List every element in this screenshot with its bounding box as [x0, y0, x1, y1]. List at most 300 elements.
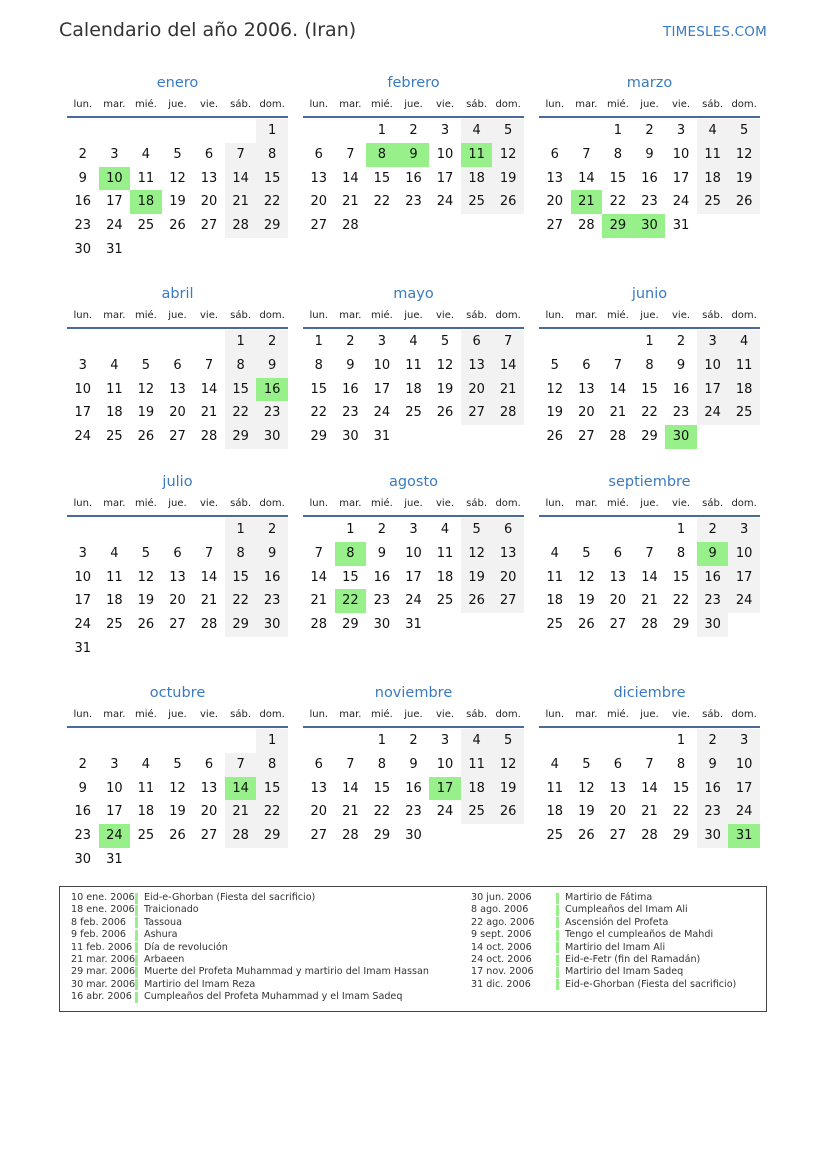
- day-cell[interactable]: 3: [728, 518, 760, 542]
- day-cell[interactable]: 5: [141, 357, 151, 373]
- day-cell[interactable]: 9: [346, 357, 355, 373]
- day-cell[interactable]: 3: [78, 357, 87, 373]
- day-cell[interactable]: 29: [225, 425, 257, 449]
- day-cell[interactable]: 30: [342, 429, 359, 445]
- day-cell[interactable]: 20: [492, 566, 524, 590]
- day-cell[interactable]: 21: [225, 800, 257, 824]
- day-cell[interactable]: 23: [672, 405, 690, 421]
- day-cell[interactable]: 11: [546, 780, 564, 796]
- day-cell[interactable]: 1: [645, 334, 654, 349]
- day-cell[interactable]: 18: [405, 381, 422, 397]
- day-cell[interactable]: 24: [728, 800, 760, 824]
- day-cell[interactable]: 20: [461, 378, 493, 402]
- day-cell[interactable]: 6: [204, 756, 214, 772]
- day-cell[interactable]: 20: [609, 804, 627, 820]
- day-cell[interactable]: 9: [645, 146, 654, 162]
- day-cell[interactable]: 14: [225, 167, 257, 191]
- day-cell[interactable]: 28: [342, 218, 359, 234]
- day-cell[interactable]: 7: [204, 357, 214, 373]
- day-cell[interactable]: 18: [728, 378, 760, 402]
- day-cell[interactable]: 4: [697, 119, 729, 143]
- day-cell[interactable]: 22: [641, 405, 658, 421]
- day-cell[interactable]: 2: [78, 756, 87, 772]
- day-cell[interactable]: 18: [436, 569, 454, 585]
- day-cell[interactable]: 20: [200, 194, 218, 210]
- day-cell[interactable]: 30: [697, 824, 729, 848]
- day-cell[interactable]: 21: [200, 405, 218, 421]
- day-cell[interactable]: 20: [310, 804, 328, 820]
- day-cell[interactable]: 29: [256, 214, 288, 238]
- day-cell[interactable]: 15: [256, 777, 288, 801]
- day-cell[interactable]: 19: [578, 593, 595, 609]
- day-cell[interactable]: 9: [697, 753, 729, 777]
- day-cell[interactable]: 8: [314, 357, 323, 373]
- day-cell[interactable]: 19: [137, 405, 155, 421]
- day-cell[interactable]: 24: [672, 194, 690, 210]
- day-cell[interactable]: 14: [641, 569, 658, 585]
- day-cell[interactable]: 14: [200, 381, 218, 397]
- day-cell[interactable]: 19: [546, 405, 564, 421]
- day-cell[interactable]: 14: [342, 780, 359, 796]
- day-cell[interactable]: 5: [550, 357, 559, 373]
- day-cell[interactable]: 2: [346, 334, 355, 349]
- day-cell[interactable]: 7: [204, 545, 214, 561]
- day-cell[interactable]: 27: [578, 429, 595, 445]
- day-cell[interactable]: 11: [461, 753, 493, 777]
- day-cell[interactable]: 6: [582, 357, 591, 373]
- day-cell[interactable]: 14: [225, 777, 257, 801]
- day-cell[interactable]: 4: [141, 146, 151, 162]
- day-cell[interactable]: 1: [377, 733, 387, 748]
- day-cell[interactable]: 27: [310, 828, 328, 844]
- day-cell[interactable]: 19: [436, 381, 454, 397]
- day-cell[interactable]: 10: [672, 146, 690, 162]
- day-cell[interactable]: 9: [697, 542, 729, 566]
- day-cell[interactable]: 30: [74, 241, 92, 257]
- day-cell[interactable]: 17: [106, 194, 123, 210]
- day-cell[interactable]: 13: [169, 381, 186, 397]
- day-cell[interactable]: 2: [645, 123, 654, 138]
- day-cell[interactable]: 28: [641, 828, 658, 844]
- day-cell[interactable]: 20: [310, 194, 328, 210]
- day-cell[interactable]: 15: [672, 780, 690, 796]
- day-cell[interactable]: 31: [373, 429, 391, 445]
- day-cell[interactable]: 28: [609, 429, 627, 445]
- day-cell[interactable]: 15: [672, 569, 690, 585]
- day-cell[interactable]: 14: [578, 170, 595, 186]
- day-cell[interactable]: 19: [137, 593, 155, 609]
- day-cell[interactable]: 11: [106, 569, 123, 585]
- day-cell[interactable]: 17: [429, 777, 461, 801]
- day-cell[interactable]: 22: [672, 804, 690, 820]
- day-cell[interactable]: 26: [728, 190, 760, 214]
- day-cell[interactable]: 25: [137, 218, 155, 234]
- day-cell[interactable]: 2: [697, 729, 729, 753]
- day-cell[interactable]: 4: [728, 330, 760, 354]
- day-cell[interactable]: 26: [578, 828, 595, 844]
- day-cell[interactable]: 14: [310, 569, 328, 585]
- day-cell[interactable]: 29: [225, 613, 257, 637]
- day-cell[interactable]: 24: [373, 405, 391, 421]
- day-cell[interactable]: 2: [676, 334, 686, 349]
- day-cell[interactable]: 12: [492, 753, 524, 777]
- day-cell[interactable]: 11: [436, 545, 454, 561]
- day-cell[interactable]: 27: [169, 429, 186, 445]
- day-cell[interactable]: 12: [137, 381, 155, 397]
- day-cell[interactable]: 17: [728, 566, 760, 590]
- day-cell[interactable]: 16: [74, 194, 92, 210]
- day-cell[interactable]: 8: [225, 542, 257, 566]
- day-cell[interactable]: 10: [74, 381, 92, 397]
- brand-link[interactable]: TIMESLES.COM: [663, 24, 767, 40]
- day-cell[interactable]: 25: [106, 617, 123, 633]
- day-cell[interactable]: 18: [546, 593, 564, 609]
- day-cell[interactable]: 3: [110, 146, 119, 162]
- day-cell[interactable]: 6: [173, 545, 182, 561]
- day-cell[interactable]: 21: [225, 190, 257, 214]
- day-cell[interactable]: 21: [310, 593, 328, 609]
- day-cell[interactable]: 4: [440, 522, 450, 537]
- day-cell[interactable]: 1: [256, 119, 288, 143]
- day-cell[interactable]: 28: [225, 214, 257, 238]
- day-cell[interactable]: 30: [373, 617, 391, 633]
- day-cell[interactable]: 13: [310, 780, 328, 796]
- day-cell[interactable]: 12: [169, 780, 186, 796]
- day-cell[interactable]: 3: [78, 545, 87, 561]
- day-cell[interactable]: 31: [74, 640, 92, 656]
- day-cell[interactable]: 27: [200, 218, 218, 234]
- day-cell[interactable]: 18: [106, 405, 123, 421]
- day-cell[interactable]: 5: [582, 545, 591, 561]
- day-cell[interactable]: 9: [398, 143, 430, 167]
- day-cell[interactable]: 1: [676, 733, 686, 748]
- day-cell[interactable]: 23: [74, 828, 92, 844]
- day-cell[interactable]: 25: [697, 190, 729, 214]
- day-cell[interactable]: 16: [672, 381, 690, 397]
- day-cell[interactable]: 14: [342, 170, 359, 186]
- day-cell[interactable]: 2: [409, 123, 418, 138]
- day-cell[interactable]: 12: [169, 170, 186, 186]
- day-cell[interactable]: 22: [672, 593, 690, 609]
- day-cell[interactable]: 13: [310, 170, 328, 186]
- day-cell[interactable]: 13: [492, 542, 524, 566]
- day-cell[interactable]: 1: [346, 522, 355, 537]
- day-cell[interactable]: 6: [613, 756, 623, 772]
- day-cell[interactable]: 8: [613, 146, 623, 162]
- day-cell[interactable]: 12: [578, 780, 595, 796]
- day-cell[interactable]: 20: [578, 405, 595, 421]
- day-cell[interactable]: 19: [728, 167, 760, 191]
- day-cell[interactable]: 3: [440, 733, 450, 748]
- day-cell[interactable]: 11: [728, 354, 760, 378]
- day-cell[interactable]: 20: [200, 804, 218, 820]
- day-cell[interactable]: 5: [173, 146, 182, 162]
- day-cell[interactable]: 15: [373, 170, 391, 186]
- day-cell[interactable]: 23: [342, 405, 359, 421]
- day-cell[interactable]: 29: [672, 828, 690, 844]
- day-cell[interactable]: 7: [645, 756, 654, 772]
- day-cell[interactable]: 29: [310, 429, 328, 445]
- day-cell[interactable]: 18: [137, 804, 155, 820]
- day-cell[interactable]: 18: [546, 804, 564, 820]
- day-cell[interactable]: 24: [436, 194, 454, 210]
- day-cell[interactable]: 15: [641, 381, 658, 397]
- day-cell[interactable]: 8: [225, 354, 257, 378]
- day-cell[interactable]: 10: [697, 354, 729, 378]
- day-cell[interactable]: 11: [461, 143, 493, 167]
- day-cell[interactable]: 18: [106, 593, 123, 609]
- day-cell[interactable]: 11: [546, 569, 564, 585]
- day-cell[interactable]: 13: [546, 170, 564, 186]
- day-cell[interactable]: 20: [169, 405, 186, 421]
- day-cell[interactable]: 7: [346, 146, 355, 162]
- day-cell[interactable]: 18: [461, 167, 493, 191]
- day-cell[interactable]: 1: [377, 123, 387, 138]
- day-cell[interactable]: 25: [546, 617, 564, 633]
- day-cell[interactable]: 19: [492, 167, 524, 191]
- day-cell[interactable]: 8: [676, 545, 686, 561]
- day-cell[interactable]: 18: [697, 167, 729, 191]
- day-cell[interactable]: 2: [377, 522, 387, 537]
- day-cell[interactable]: 30: [405, 828, 422, 844]
- day-cell[interactable]: 27: [169, 617, 186, 633]
- day-cell[interactable]: 16: [697, 566, 729, 590]
- day-cell[interactable]: 24: [74, 617, 92, 633]
- day-cell[interactable]: 3: [440, 123, 450, 138]
- day-cell[interactable]: 29: [641, 429, 658, 445]
- day-cell[interactable]: 3: [110, 756, 119, 772]
- day-cell[interactable]: 28: [492, 401, 524, 425]
- day-cell[interactable]: 31: [728, 824, 760, 848]
- day-cell[interactable]: 25: [106, 429, 123, 445]
- day-cell[interactable]: 11: [137, 780, 155, 796]
- day-cell[interactable]: 12: [436, 357, 454, 373]
- day-cell[interactable]: 27: [310, 218, 328, 234]
- day-cell[interactable]: 11: [405, 357, 422, 373]
- day-cell[interactable]: 27: [609, 828, 627, 844]
- day-cell[interactable]: 10: [99, 167, 131, 191]
- day-cell[interactable]: 7: [645, 545, 654, 561]
- day-cell[interactable]: 23: [697, 800, 729, 824]
- day-cell[interactable]: 4: [110, 357, 119, 373]
- day-cell[interactable]: 26: [169, 218, 186, 234]
- day-cell[interactable]: 27: [200, 828, 218, 844]
- day-cell[interactable]: 20: [169, 593, 186, 609]
- day-cell[interactable]: 7: [492, 330, 524, 354]
- day-cell[interactable]: 26: [436, 405, 454, 421]
- day-cell[interactable]: 7: [225, 143, 257, 167]
- day-cell[interactable]: 12: [728, 143, 760, 167]
- day-cell[interactable]: 9: [78, 780, 87, 796]
- day-cell[interactable]: 1: [256, 729, 288, 753]
- day-cell[interactable]: 12: [461, 542, 493, 566]
- day-cell[interactable]: 5: [141, 545, 151, 561]
- day-cell[interactable]: 2: [256, 518, 288, 542]
- day-cell[interactable]: 10: [373, 357, 391, 373]
- day-cell[interactable]: 24: [99, 824, 131, 848]
- day-cell[interactable]: 25: [405, 405, 422, 421]
- day-cell[interactable]: 8: [377, 756, 387, 772]
- day-cell[interactable]: 11: [106, 381, 123, 397]
- day-cell[interactable]: 29: [672, 617, 690, 633]
- day-cell[interactable]: 16: [74, 804, 92, 820]
- day-cell[interactable]: 12: [137, 569, 155, 585]
- day-cell[interactable]: 28: [225, 824, 257, 848]
- day-cell[interactable]: 17: [728, 777, 760, 801]
- day-cell[interactable]: 25: [436, 593, 454, 609]
- day-cell[interactable]: 27: [492, 589, 524, 613]
- day-cell[interactable]: 4: [550, 545, 559, 561]
- day-cell[interactable]: 9: [676, 357, 686, 373]
- day-cell[interactable]: 10: [436, 146, 454, 162]
- day-cell[interactable]: 15: [256, 167, 288, 191]
- day-cell[interactable]: 29: [342, 617, 359, 633]
- day-cell[interactable]: 19: [169, 804, 186, 820]
- day-cell[interactable]: 3: [697, 330, 729, 354]
- day-cell[interactable]: 2: [256, 330, 288, 354]
- day-cell[interactable]: 7: [346, 756, 355, 772]
- day-cell[interactable]: 10: [405, 545, 422, 561]
- day-cell[interactable]: 5: [440, 334, 450, 349]
- day-cell[interactable]: 4: [409, 334, 418, 349]
- day-cell[interactable]: 21: [492, 378, 524, 402]
- day-cell[interactable]: 23: [641, 194, 658, 210]
- day-cell[interactable]: 15: [342, 569, 359, 585]
- day-cell[interactable]: 11: [137, 170, 155, 186]
- day-cell[interactable]: 9: [409, 756, 418, 772]
- day-cell[interactable]: 12: [546, 381, 564, 397]
- day-cell[interactable]: 14: [492, 354, 524, 378]
- day-cell[interactable]: 15: [225, 566, 257, 590]
- day-cell[interactable]: 2: [409, 733, 418, 748]
- day-cell[interactable]: 16: [342, 381, 359, 397]
- day-cell[interactable]: 15: [609, 170, 627, 186]
- day-cell[interactable]: 5: [173, 756, 182, 772]
- day-cell[interactable]: 10: [436, 756, 454, 772]
- day-cell[interactable]: 19: [461, 566, 493, 590]
- day-cell[interactable]: 5: [492, 119, 524, 143]
- day-cell[interactable]: 4: [141, 756, 151, 772]
- day-cell[interactable]: 2: [78, 146, 87, 162]
- day-cell[interactable]: 28: [578, 218, 595, 234]
- day-cell[interactable]: 8: [676, 756, 686, 772]
- day-cell[interactable]: 25: [461, 190, 493, 214]
- day-cell[interactable]: 19: [578, 804, 595, 820]
- day-cell[interactable]: 28: [200, 617, 218, 633]
- day-cell[interactable]: 6: [461, 330, 493, 354]
- day-cell[interactable]: 18: [130, 190, 162, 214]
- day-cell[interactable]: 22: [225, 589, 257, 613]
- day-cell[interactable]: 21: [200, 593, 218, 609]
- day-cell[interactable]: 26: [137, 617, 155, 633]
- day-cell[interactable]: 16: [641, 170, 658, 186]
- day-cell[interactable]: 27: [461, 401, 493, 425]
- day-cell[interactable]: 29: [256, 824, 288, 848]
- day-cell[interactable]: 8: [366, 143, 398, 167]
- day-cell[interactable]: 23: [256, 589, 288, 613]
- day-cell[interactable]: 22: [256, 800, 288, 824]
- day-cell[interactable]: 17: [672, 170, 690, 186]
- day-cell[interactable]: 17: [74, 593, 92, 609]
- day-cell[interactable]: 18: [461, 777, 493, 801]
- day-cell[interactable]: 12: [578, 569, 595, 585]
- day-cell[interactable]: 27: [609, 617, 627, 633]
- day-cell[interactable]: 24: [728, 589, 760, 613]
- day-cell[interactable]: 8: [645, 357, 654, 373]
- day-cell[interactable]: 24: [697, 401, 729, 425]
- day-cell[interactable]: 19: [169, 194, 186, 210]
- day-cell[interactable]: 5: [461, 518, 493, 542]
- day-cell[interactable]: 4: [550, 756, 559, 772]
- day-cell[interactable]: 4: [461, 119, 493, 143]
- day-cell[interactable]: 10: [74, 569, 92, 585]
- day-cell[interactable]: 14: [641, 780, 658, 796]
- day-cell[interactable]: 16: [405, 170, 422, 186]
- day-cell[interactable]: 9: [78, 170, 87, 186]
- day-cell[interactable]: 21: [342, 194, 359, 210]
- day-cell[interactable]: 16: [405, 780, 422, 796]
- day-cell[interactable]: 21: [641, 804, 658, 820]
- day-cell[interactable]: 20: [546, 194, 564, 210]
- day-cell[interactable]: 25: [728, 401, 760, 425]
- day-cell[interactable]: 15: [310, 381, 328, 397]
- day-cell[interactable]: 13: [609, 780, 627, 796]
- day-cell[interactable]: 16: [697, 777, 729, 801]
- day-cell[interactable]: 1: [225, 518, 257, 542]
- day-cell[interactable]: 23: [405, 804, 422, 820]
- day-cell[interactable]: 7: [225, 753, 257, 777]
- day-cell[interactable]: 13: [609, 569, 627, 585]
- day-cell[interactable]: 28: [641, 617, 658, 633]
- day-cell[interactable]: 26: [169, 828, 186, 844]
- day-cell[interactable]: 3: [409, 522, 418, 537]
- day-cell[interactable]: 9: [377, 545, 387, 561]
- day-cell[interactable]: 31: [106, 241, 123, 257]
- day-cell[interactable]: 22: [373, 804, 391, 820]
- day-cell[interactable]: 25: [137, 828, 155, 844]
- day-cell[interactable]: 26: [492, 190, 524, 214]
- day-cell[interactable]: 2: [697, 518, 729, 542]
- day-cell[interactable]: 21: [571, 190, 603, 214]
- day-cell[interactable]: 21: [342, 804, 359, 820]
- day-cell[interactable]: 11: [697, 143, 729, 167]
- day-cell[interactable]: 1: [676, 522, 686, 537]
- day-cell[interactable]: 13: [169, 569, 186, 585]
- day-cell[interactable]: 26: [137, 429, 155, 445]
- day-cell[interactable]: 9: [256, 542, 288, 566]
- day-cell[interactable]: 10: [728, 753, 760, 777]
- day-cell[interactable]: 28: [310, 617, 328, 633]
- day-cell[interactable]: 16: [256, 566, 288, 590]
- day-cell[interactable]: 22: [335, 589, 367, 613]
- day-cell[interactable]: 21: [609, 405, 627, 421]
- day-cell[interactable]: 30: [697, 613, 729, 637]
- day-cell[interactable]: 10: [728, 542, 760, 566]
- day-cell[interactable]: 6: [204, 146, 214, 162]
- day-cell[interactable]: 29: [602, 214, 634, 238]
- day-cell[interactable]: 8: [335, 542, 367, 566]
- day-cell[interactable]: 24: [74, 429, 92, 445]
- day-cell[interactable]: 4: [461, 729, 493, 753]
- day-cell[interactable]: 6: [173, 357, 182, 373]
- day-cell[interactable]: 17: [373, 381, 391, 397]
- day-cell[interactable]: 10: [106, 780, 123, 796]
- day-cell[interactable]: 23: [373, 593, 391, 609]
- day-cell[interactable]: 6: [314, 756, 323, 772]
- day-cell[interactable]: 6: [314, 146, 323, 162]
- day-cell[interactable]: 26: [578, 617, 595, 633]
- day-cell[interactable]: 27: [546, 218, 564, 234]
